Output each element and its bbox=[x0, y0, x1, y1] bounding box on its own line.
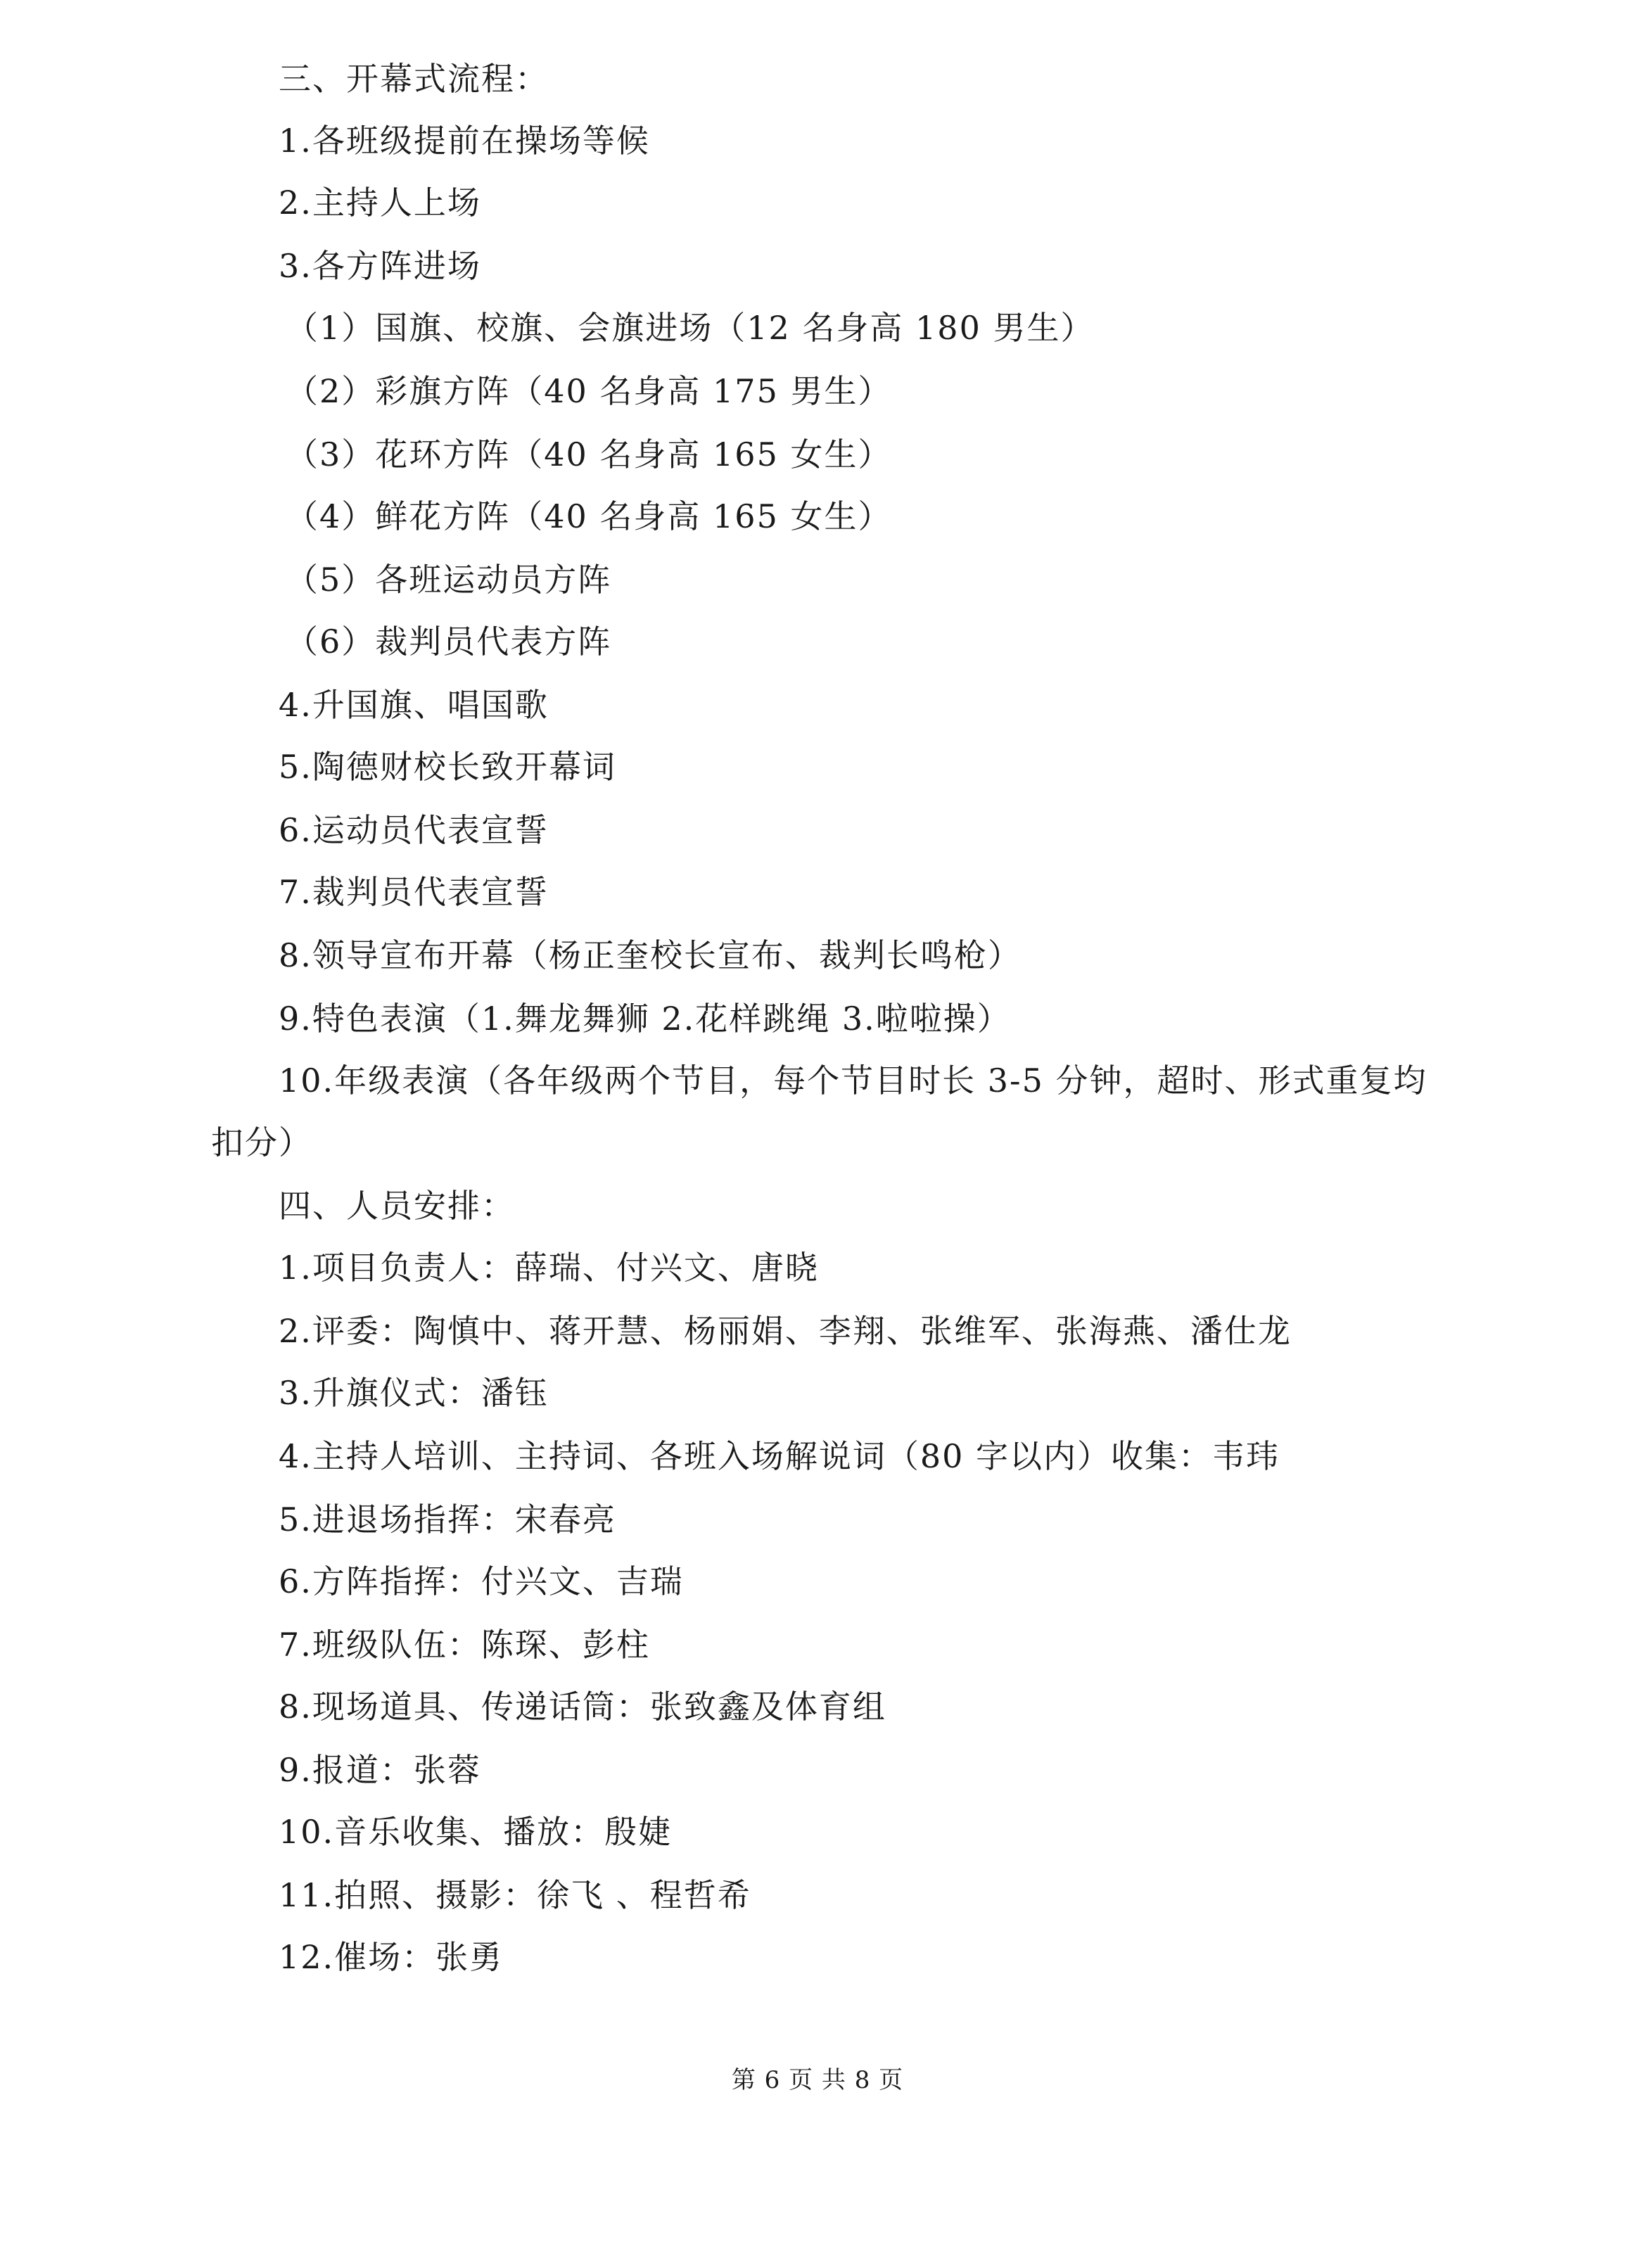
list-item: 3.升旗仪式：潘钰 bbox=[279, 1374, 549, 1412]
list-item: 5.陶德财校长致开幕词 bbox=[279, 748, 616, 786]
list-item: 9.特色表演（1.舞龙舞狮 2.花样跳绳 3.啦啦操） bbox=[279, 1000, 1011, 1038]
list-item: 4.主持人培训、主持词、各班入场解说词（80 字以内）收集：韦玮 bbox=[279, 1437, 1280, 1475]
section-heading-opening-ceremony: 三、开幕式流程： bbox=[279, 60, 549, 98]
list-item: 6.方阵指挥：付兴文、吉瑞 bbox=[279, 1562, 684, 1600]
list-item: 12.催场：张勇 bbox=[279, 1938, 504, 1976]
list-item: 5.进退场指挥：宋春亮 bbox=[279, 1501, 616, 1538]
list-item: 10.年级表演（各年级两个节目，每个节目时长 3-5 分钟，超时、形式重复均 bbox=[279, 1062, 1427, 1100]
list-item-continuation: 扣分） bbox=[211, 1123, 312, 1161]
list-item: 1.项目负责人：薛瑞、付兴文、唐晓 bbox=[279, 1249, 819, 1287]
list-item: 6.运动员代表宣誓 bbox=[279, 811, 549, 849]
list-item: 8.现场道具、传递话筒：张致鑫及体育组 bbox=[279, 1688, 886, 1726]
sub-list-item: （2）彩旗方阵（40 名身高 175 男生） bbox=[286, 372, 892, 410]
list-item: 1.各班级提前在操场等候 bbox=[279, 122, 650, 160]
sub-list-item: （6）裁判员代表方阵 bbox=[286, 623, 612, 661]
list-item: 2.主持人上场 bbox=[279, 184, 481, 222]
section-heading-staff: 四、人员安排： bbox=[279, 1187, 515, 1225]
page-footer-number: 第 6 页 共 8 页 bbox=[731, 2066, 904, 2094]
list-item: 7.裁判员代表宣誓 bbox=[279, 873, 549, 911]
list-item: 3.各方阵进场 bbox=[279, 247, 481, 285]
list-item: 11.拍照、摄影：徐飞 、程哲希 bbox=[279, 1876, 751, 1914]
list-item: 8.领导宣布开幕（杨正奎校长宣布、裁判长鸣枪） bbox=[279, 936, 1022, 974]
sub-list-item: （3）花环方阵（40 名身高 165 女生） bbox=[286, 435, 892, 473]
sub-list-item: （5）各班运动员方阵 bbox=[286, 561, 612, 599]
sub-list-item: （4）鲜花方阵（40 名身高 165 女生） bbox=[286, 497, 892, 535]
list-item: 9.报道：张蓉 bbox=[279, 1751, 481, 1789]
list-item: 7.班级队伍：陈琛、彭柱 bbox=[279, 1626, 650, 1664]
list-item: 4.升国旗、唱国歌 bbox=[279, 686, 549, 724]
sub-list-item: （1）国旗、校旗、会旗进场（12 名身高 180 男生） bbox=[286, 309, 1095, 347]
list-item: 2.评委：陶慎中、蒋开慧、杨丽娟、李翔、张维军、张海燕、潘仕龙 bbox=[279, 1312, 1292, 1350]
list-item: 10.音乐收集、播放：殷婕 bbox=[279, 1813, 673, 1851]
